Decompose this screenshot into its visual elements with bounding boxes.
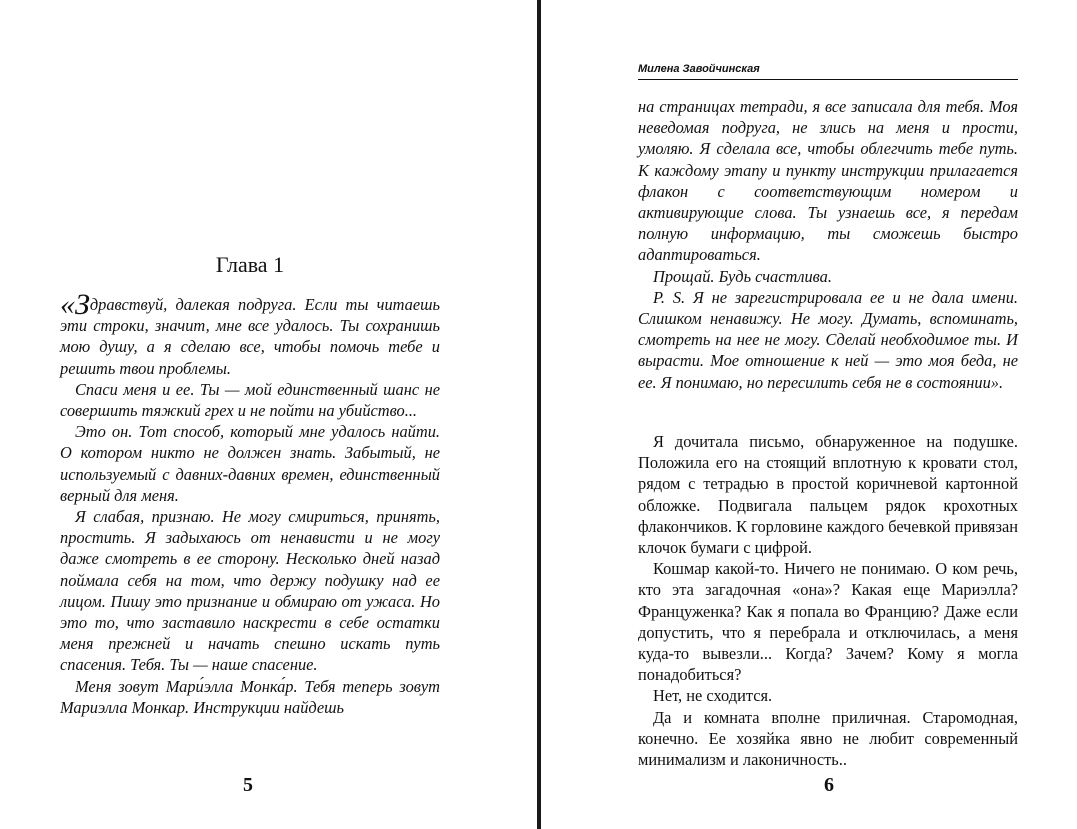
right-page-letter-text — [638, 96, 1018, 393]
opening-paragraph-text: дравствуй, далекая подруга. Если ты читаешь эти строки, значит, мне все удалось. Ты сохранишь мою душу, а я сделаю все, чтобы помочь тебе и решить твои проблемы. — [60, 295, 440, 378]
paragraph: P. S. Я не зарегистрировала ее и не дала имени. Слишком ненавижу. Не могу. Думать, вспоминать, смотреть на нее не могу. Сделай необходимое ты. И вырасти. Мое отношение к ней — это моя беда, не ее. Я понимаю, но пересилить себя не в состоянии». — [638, 287, 1018, 392]
paragraph: Нет, не сходится. — [653, 686, 773, 706]
right-page — [541, 0, 1077, 829]
drop-cap: «З — [60, 288, 90, 321]
right-page-narrative-text — [638, 431, 1018, 770]
paragraph: Прощай. Будь счастлива. — [653, 266, 832, 286]
paragraph: Меня зовут Мари́элла Монка́р. Тебя теперь зовут Мариэлла Монкар. Инструкции найдешь — [60, 676, 440, 717]
running-head-author: Милена Завойчинская — [638, 62, 1018, 80]
page-number-right: 6 — [824, 774, 834, 796]
paragraph: Кошмар какой-то. Ничего не понимаю. О ком речь, кто эта загадочная «она»? Какая еще Мариэлла? Француженка? Как я попала во Францию? Даже если допустить, что я перебрала и отключилась, а меня куда-то вывезли... Когда? Зачем? Кому я могла понадобиться? — [638, 559, 1018, 685]
left-page — [0, 0, 537, 829]
paragraph: Я дочитала письмо, обнаруженное на подушке. Положила его на стоящий вплотную к кровати стол, рядом с тетрадью в простой коричневой картонной обложке. Подвигала пальцем рядок крохотных флакончиков. К горловине каждого бечевкой привязан клочок бумаги с цифрой. — [638, 432, 1018, 558]
chapter-title: Глава 1 — [215, 252, 285, 277]
page-number-left: 5 — [243, 774, 253, 796]
paragraph: Спаси меня и ее. Ты — мой единственный шанс не совершить тяжкий грех и не пойти на убийство... — [60, 379, 440, 421]
paragraph: Да и комната вполне приличная. Старомодная, конечно. Ее хозяйка явно не любит современный минимализм и лаконичность.. — [638, 707, 1018, 770]
paragraph: Я слабая, признаю. Не могу смириться, принять, простить. Я задыхаюсь от ненависти и не могу даже смотреть в ее сторону. Несколько дней назад поймала себя на том, что держу подушку над ее лицом. Пишу это признание и обмираю от ужаса. Но это то, что заставило наскрести в себе остатки меня прежней и начать спешно искать путь спасения. Тебя. Ты — наше спасение. — [60, 507, 440, 675]
left-page-text — [60, 288, 440, 718]
opening-paragraph — [60, 288, 440, 379]
paragraph: на страницах тетради, я все записала для тебя. Моя неведомая подруга, не злись на меня и прости, умоляю. Я сделала все, чтобы облегчить тебе путь. К каждому этапу и пункту инструкции прилагается флакон с соответствующим номером и активирующие слова. Ты узнаешь все, я передам полную информацию, ты сможешь быстро адаптироваться. — [638, 97, 1018, 265]
paragraph: Это он. Тот способ, который мне удалось найти. О котором никто не должен знать. Забытый, не используемый с давних-давних времен, единственный верный для меня. — [60, 422, 440, 505]
